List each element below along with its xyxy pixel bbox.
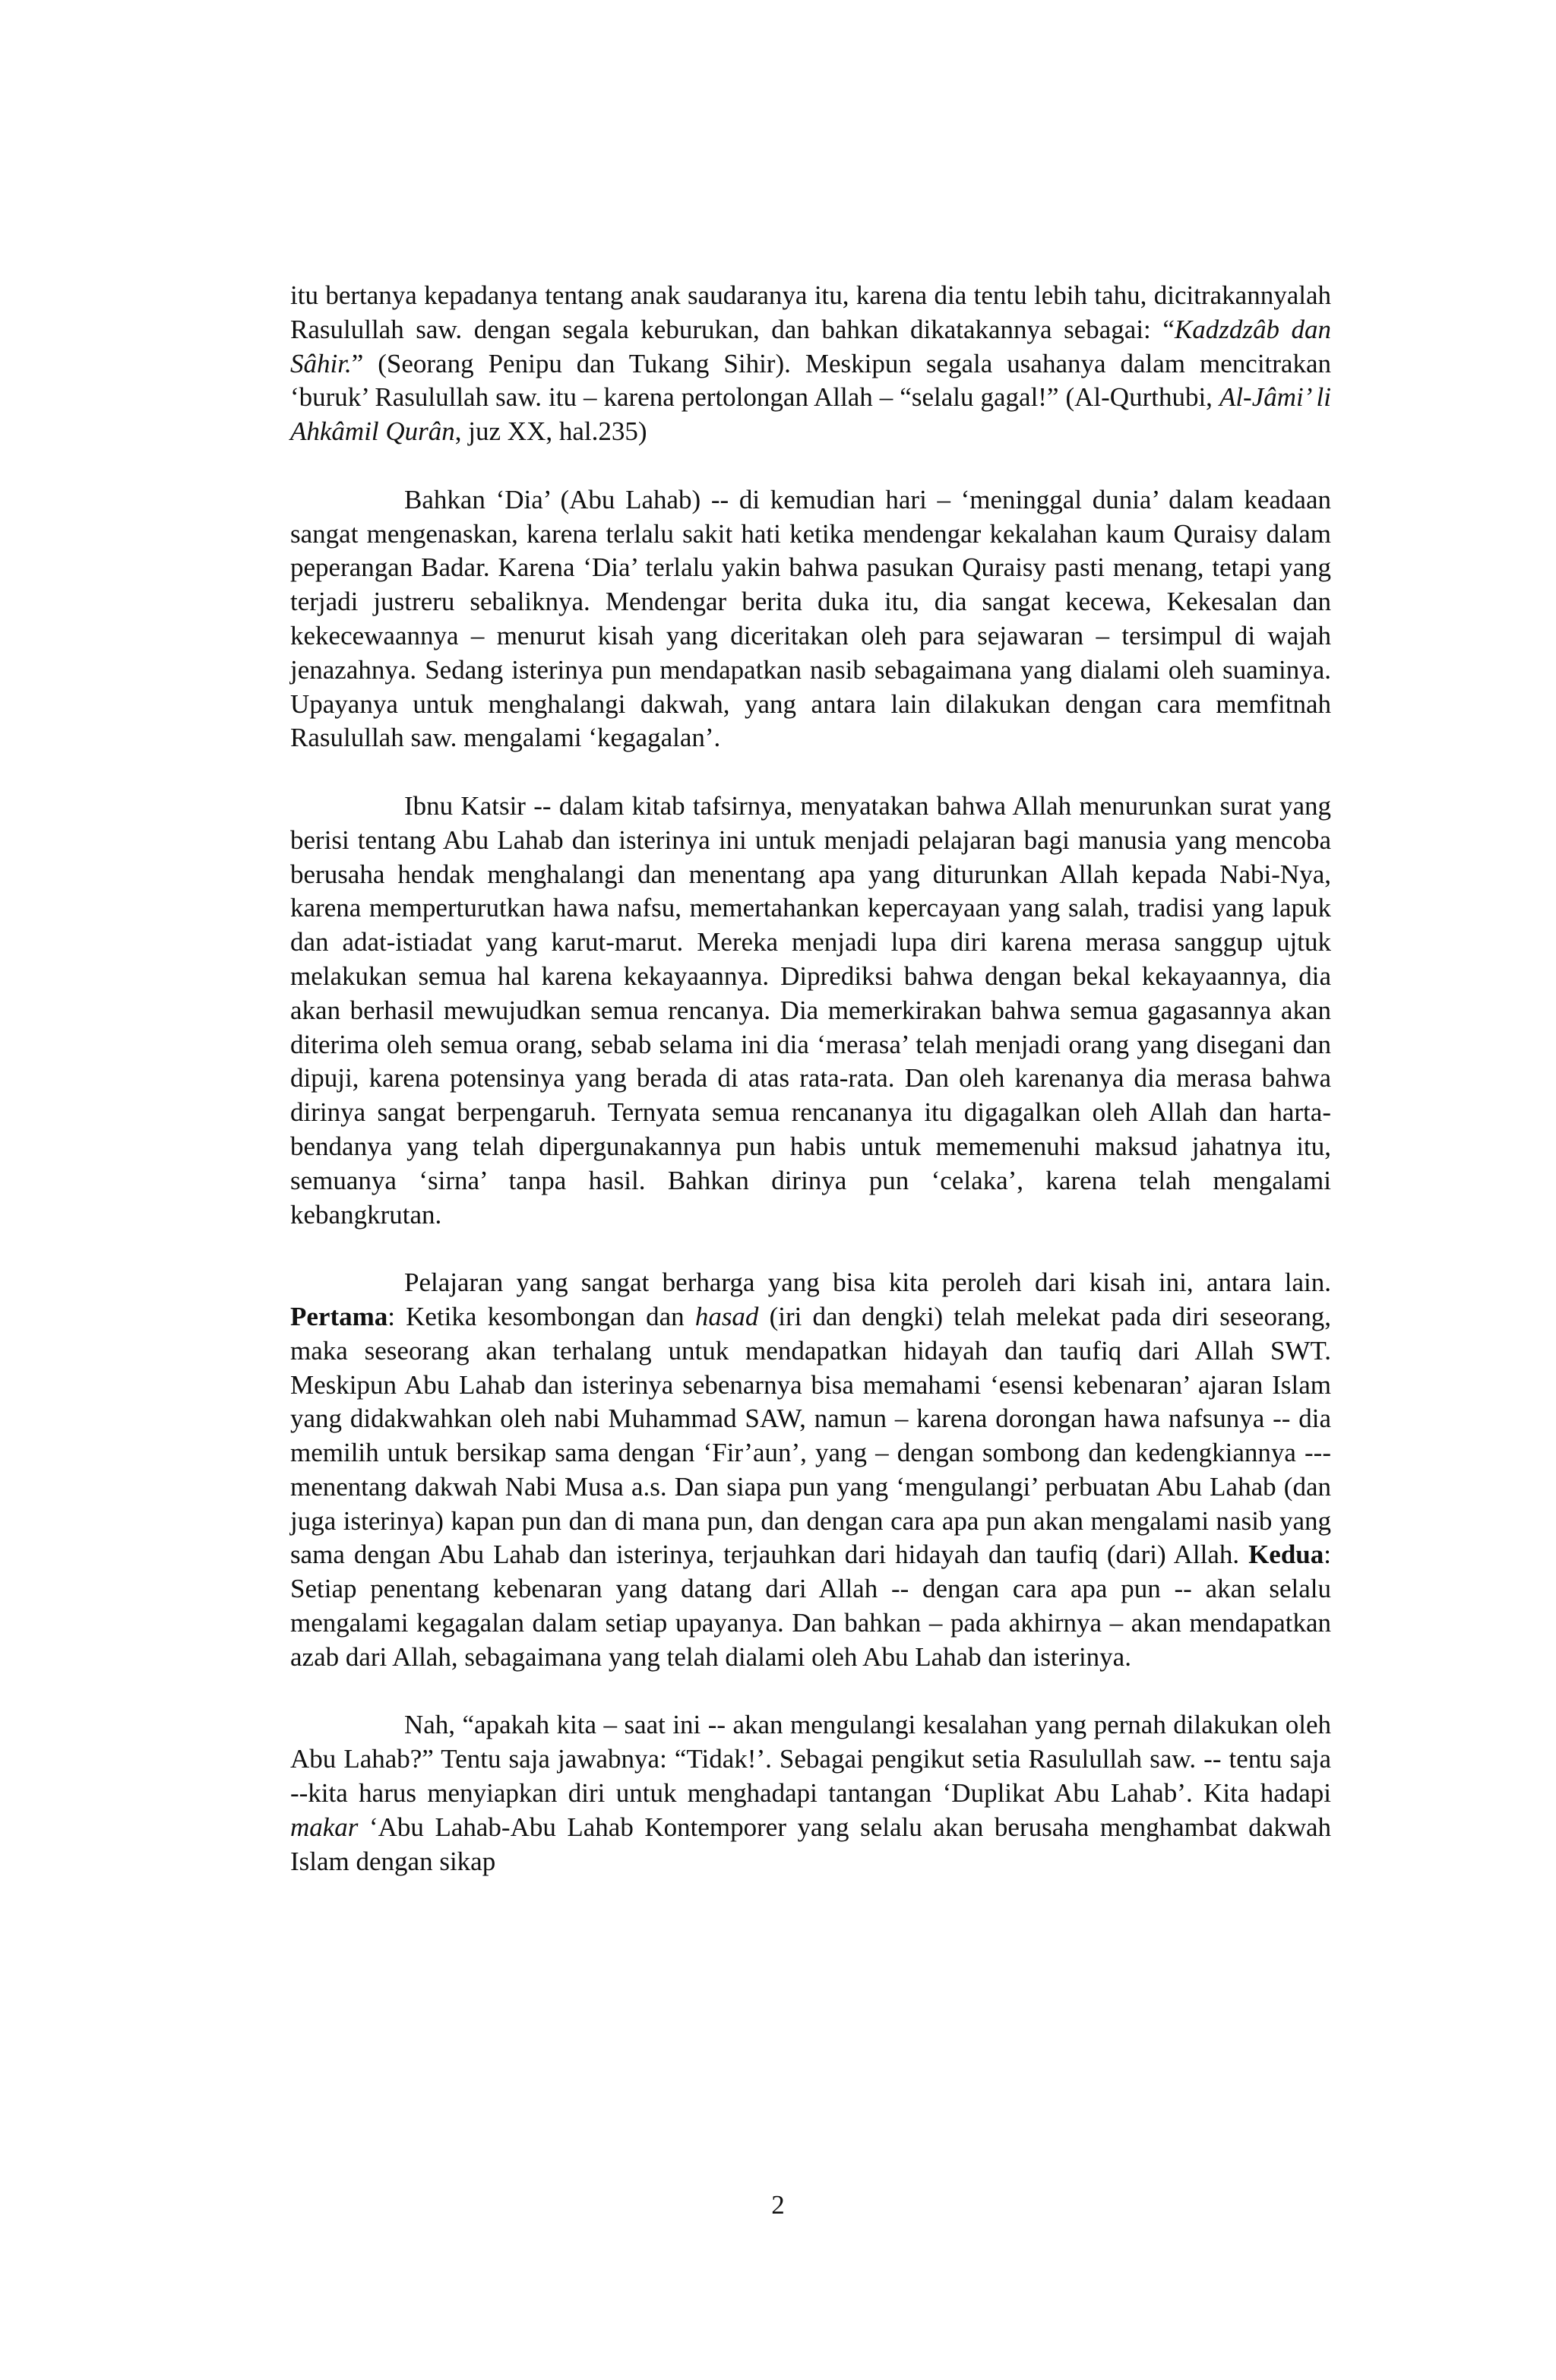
bold-term-kedua: Kedua — [1248, 1540, 1324, 1570]
page-number: 2 — [771, 2190, 785, 2220]
paragraph-4-text: : Ketika kesombongan dan — [387, 1301, 695, 1331]
italic-term-hasad: hasad — [694, 1301, 759, 1331]
paragraph-5 — [290, 1708, 1331, 1878]
italic-term-makar: makar — [290, 1812, 359, 1842]
paragraph-1-text: ” (Seorang Penipu dan Tukang Sihir). Meskipun segala usahanya dalam mencitrakan ‘buruk’ Rasulullah saw. itu – karena pertolongan Allah – “selalu gagal!” (Al-Qurthubi, — [290, 348, 1331, 413]
bold-term-pertama: Pertama — [290, 1301, 388, 1331]
paragraph-4-text: : Setiap penentang kebenaran yang datang dari Allah -- dengan cara apa pun -- akan selalu mengalami kegagalan dalam setiap upayanya. Dan bahkan – pada akhirnya – akan mendapatkan azab dari Allah, sebagaimana yang telah dialami oleh Abu Lahab dan isterinya. — [290, 1540, 1331, 1672]
paragraph-1 — [290, 279, 1331, 449]
paragraph-5-text: Nah, “apakah kita – saat ini -- akan mengulangi kesalahan yang pernah dilakukan oleh Abu Lahab?” Tentu saja jawabnya: “Tidak!’. Sebagai pengikut setia Rasulullah saw. -- tentu saja --kita harus menyiapkan diri untuk menghadapi tantangan ‘Duplikat Abu Lahab’. Kita hadapi — [290, 1710, 1331, 1809]
paragraph-4 — [290, 1266, 1331, 1675]
paragraph-4-text: (iri dan dengki) telah melekat pada diri seseorang, maka seseorang akan terhalang untuk mendapatkan hidayah dan taufiq dari Allah SWT. Meskipun Abu Lahab dan isterinya sebenarnya bisa memahami ‘esensi kebenaran’ ajaran Islam yang didakwahkan oleh nabi Muhammad SAW, namun – karena dorongan hawa nafsunya -- dia memilih untuk bersikap sama dengan ‘Fir’aun’, yang – dengan sombong dan kedengkiannya --- menentang dakwah Nabi Musa a.s. Dan siapa pun yang ‘mengulangi’ perbuatan Abu Lahab (dan juga isterinya) kapan pun dan di mana pun, dan dengan cara apa pun akan mengalami nasib yang sama dengan Abu Lahab dan isterinya, terjauhkan dari hidayah dan taufiq (dari) Allah. — [290, 1301, 1331, 1570]
document-body — [290, 279, 1331, 1878]
italic-book-title: Al-Jâmi’ li Ahkâmil Qurân — [290, 382, 1331, 447]
paragraph-3-text: Ibnu Katsir -- dalam kitab tafsirnya, menyatakan bahwa Allah menurunkan surat yang berisi tentang Abu Lahab dan isterinya ini untuk menjadi pelajaran bagi manusia yang mencoba berusaha hendak menghalangi dan menentang apa yang diturunkan Allah kepada Nabi-Nya, karena memperturutkan hawa nafsu, memertahankan kepercayaan yang salah, tradisi yang lapuk dan adat-istiadat yang karut-marut. Mereka menjadi lupa diri karena merasa sanggup ujtuk melakukan semua hal karena kekayaannya. Diprediksi bahwa dengan bekal kekayaannya, dia akan berhasil mewujudkan semua rencanya. Dia memerkirakan bahwa semua gagasannya akan diterima oleh semua orang, sebab selama ini dia ‘merasa’ telah menjadi orang yang disegani dan dipuji, karena potensinya yang berada di atas rata-rata. Dan oleh karenanya dia merasa bahwa dirinya sangat berpengaruh. Ternyata semua rencananya itu digagalkan oleh Allah dan harta-bendanya yang telah dipergunakannya pun habis untuk mememenuhi maksud jahatnya itu, semuanya ‘sirna’ tanpa hasil. Bahkan dirinya pun ‘celaka’, karena telah mengalami kebangkrutan. — [290, 790, 1331, 1230]
paragraph-5-text: ‘Abu Lahab-Abu Lahab Kontemporer yang selalu akan berusaha menghambat dakwah Islam dengan sikap — [290, 1812, 1331, 1876]
paragraph-1-text: itu bertanya kepadanya tentang anak saudaranya itu, karena dia tentu lebih tahu, dicitrakannyalah Rasulullah saw. dengan segala keburukan, dan bahkan dikatakannya sebagai: “ — [290, 280, 1331, 344]
paragraph-3 — [290, 790, 1331, 1232]
paragraph-4-text: Pelajaran yang sangat berharga yang bisa kita peroleh dari kisah ini, antara lain. — [404, 1268, 1331, 1298]
paragraph-2 — [290, 483, 1331, 755]
italic-term-kadzdzab: Kadzdzâb dan Sâhir. — [290, 314, 1331, 378]
paragraph-2-text: Bahkan ‘Dia’ (Abu Lahab) -- di kemudian hari – ‘meninggal dunia’ dalam keadaan sangat mengenaskan, karena terlalu sakit hati ketika mendengar kekalahan kaum Quraisy dalam peperangan Badar. Karena ‘Dia’ terlalu yakin bahwa pasukan Quraisy pasti menang, tetapi yang terjadi justreru sebaliknya. Mendengar berita duka itu, dia sangat kecewa, Kekesalan dan kekecewaannya – menurut kisah yang diceritakan oleh para sejawaran – tersimpul di wajah jenazahnya. Sedang isterinya pun mendapatkan nasib sebagaimana yang dialami oleh suaminya. Upayanya untuk menghalangi dakwah, yang antara lain dilakukan dengan cara memfitnah Rasulullah saw. mengalami ‘kegagalan’. — [290, 484, 1331, 753]
paragraph-1-citation: , juz XX, hal.235) — [454, 416, 647, 447]
